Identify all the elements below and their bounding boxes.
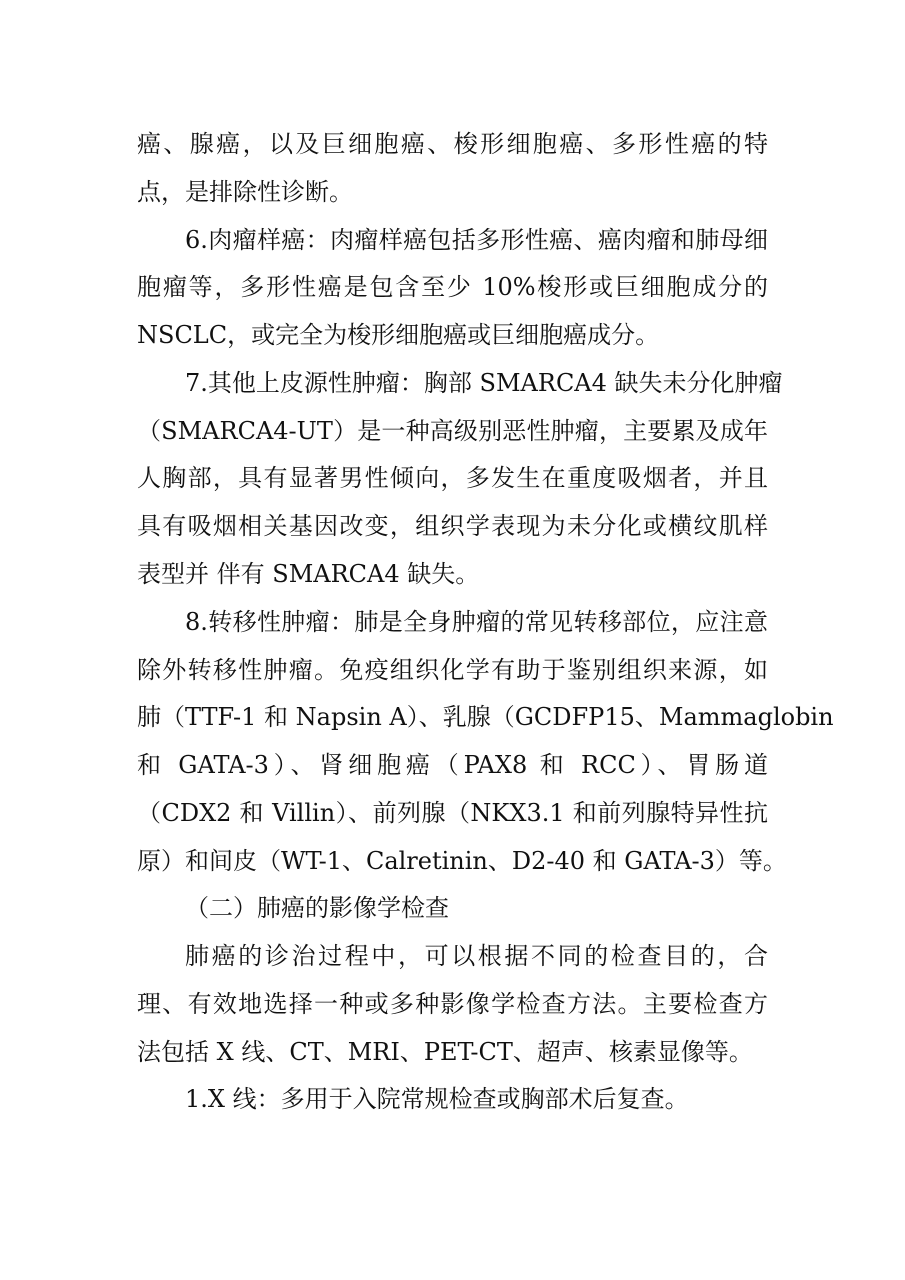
text-line: 胞瘤等，多形性癌是包含至少 10%梭形或巨细胞成分的 bbox=[137, 273, 768, 301]
text-line: 和 GATA-3）、肾细胞癌（PAX8 和 RCC）、胃肠道 bbox=[137, 751, 768, 779]
text-line: 具有吸烟相关基因改变，组织学表现为未分化或横纹肌样 bbox=[137, 512, 768, 540]
text-line: 肺癌的诊治过程中，可以根据不同的检查目的，合 bbox=[185, 942, 768, 970]
section-heading: （二）肺癌的影像学检查 bbox=[185, 894, 449, 922]
text-line: 理、有效地选择一种或多种影像学检查方法。主要检查方 bbox=[137, 990, 768, 1018]
text-line: 除外转移性肿瘤。免疫组织化学有助于鉴别组织来源，如 bbox=[137, 656, 768, 684]
text-line: NSCLC，或完全为梭形细胞癌或巨细胞癌成分。 bbox=[137, 321, 660, 349]
text-line: 人胸部，具有显著男性倾向，多发生在重度吸烟者，并且 bbox=[137, 464, 768, 492]
text-line: 6.肉瘤样癌：肉瘤样癌包括多形性癌、癌肉瘤和肺母细 bbox=[185, 226, 768, 254]
text-line: （CDX2 和 Villin）、前列腺（NKX3.1 和前列腺特异性抗 bbox=[137, 799, 768, 827]
text-line: 点，是排除性诊断。 bbox=[137, 178, 353, 206]
text-line: 肺（TTF-1 和 Napsin A）、乳腺（GCDFP15、Mammaglobin bbox=[137, 703, 834, 731]
text-line: 癌、腺癌，以及巨细胞癌、梭形细胞癌、多形性癌的特 bbox=[137, 130, 768, 158]
text-line: 8.转移性肿瘤：肺是全身肿瘤的常见转移部位，应注意 bbox=[185, 608, 768, 636]
text-line: 1.X 线：多用于入院常规检查或胸部术后复查。 bbox=[185, 1085, 689, 1113]
text-line: 原）和间皮（WT-1、Calretinin、D2-40 和 GATA-3）等。 bbox=[137, 847, 787, 875]
text-line: （SMARCA4-UT）是一种高级别恶性肿瘤，主要累及成年 bbox=[137, 417, 768, 445]
text-line: 7.其他上皮源性肿瘤：胸部 SMARCA4 缺失未分化肿瘤 bbox=[185, 369, 783, 397]
text-line: 法包括 X 线、CT、MRI、PET-CT、超声、核素显像等。 bbox=[137, 1038, 753, 1066]
text-line: 表型并 伴有 SMARCA4 缺失。 bbox=[137, 560, 480, 588]
